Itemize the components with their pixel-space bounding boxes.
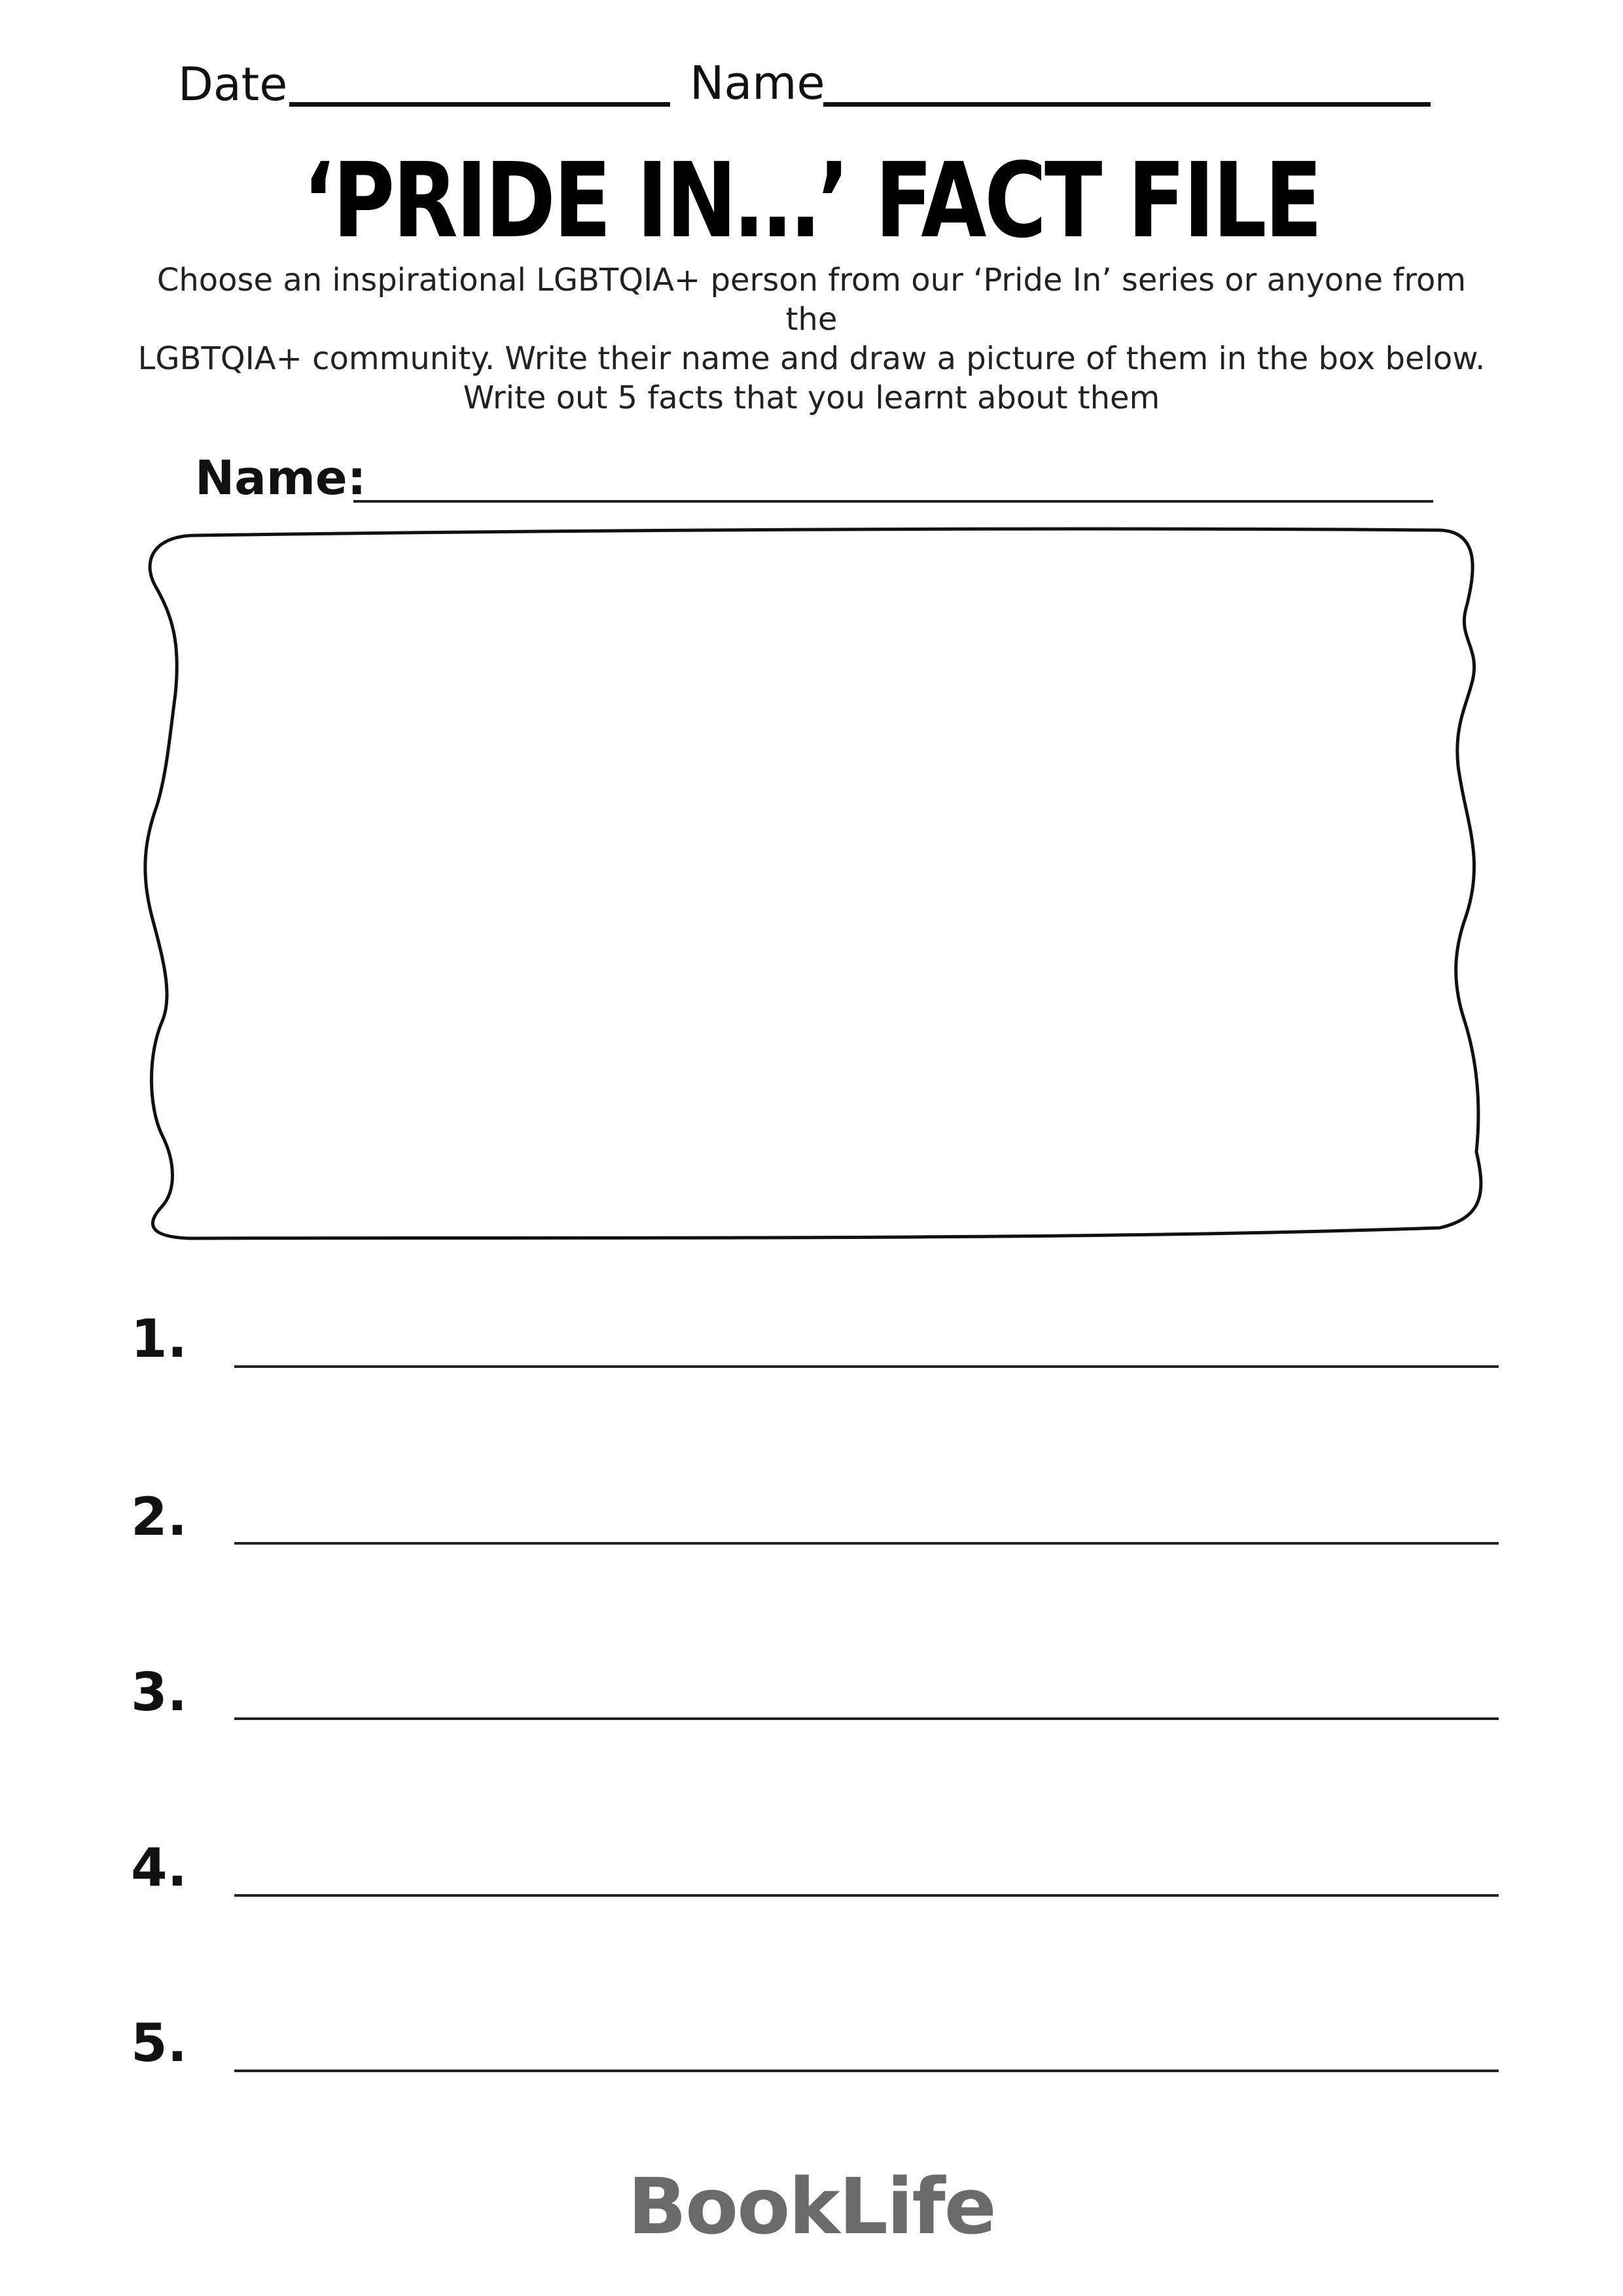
fact-number-1: 1. [131, 1308, 188, 1369]
fact-line-3[interactable] [234, 1717, 1499, 1720]
subject-name-label: Name: [195, 450, 366, 505]
fact-number-5: 5. [131, 2013, 188, 2073]
fact-number-2: 2. [131, 1486, 188, 1547]
fact-number-4: 4. [131, 1837, 188, 1898]
fact-line-2[interactable] [234, 1542, 1499, 1545]
fact-line-4[interactable] [234, 1894, 1499, 1897]
fact-number-3: 3. [131, 1662, 188, 1723]
instructions-line-2: LGBTQIA+ community. Write their name and draw a picture of them in the box below. [137, 340, 1486, 377]
fact-line-5[interactable] [234, 2070, 1499, 2072]
booklife-logo: BookLife [628, 2161, 995, 2251]
drawing-box-border [145, 529, 1481, 1238]
name-label: Name [690, 56, 825, 110]
date-label: Date [178, 58, 288, 111]
page-title: ‘PRIDE IN…’ FACT FILE [302, 141, 1321, 261]
fact-line-1[interactable] [234, 1365, 1499, 1368]
instructions-line-1: Choose an inspirational LGBTQIA+ person from our ‘Pride In’ series or anyone from the [156, 262, 1467, 338]
instructions-line-3: Write out 5 facts that you learnt about them [463, 380, 1160, 416]
